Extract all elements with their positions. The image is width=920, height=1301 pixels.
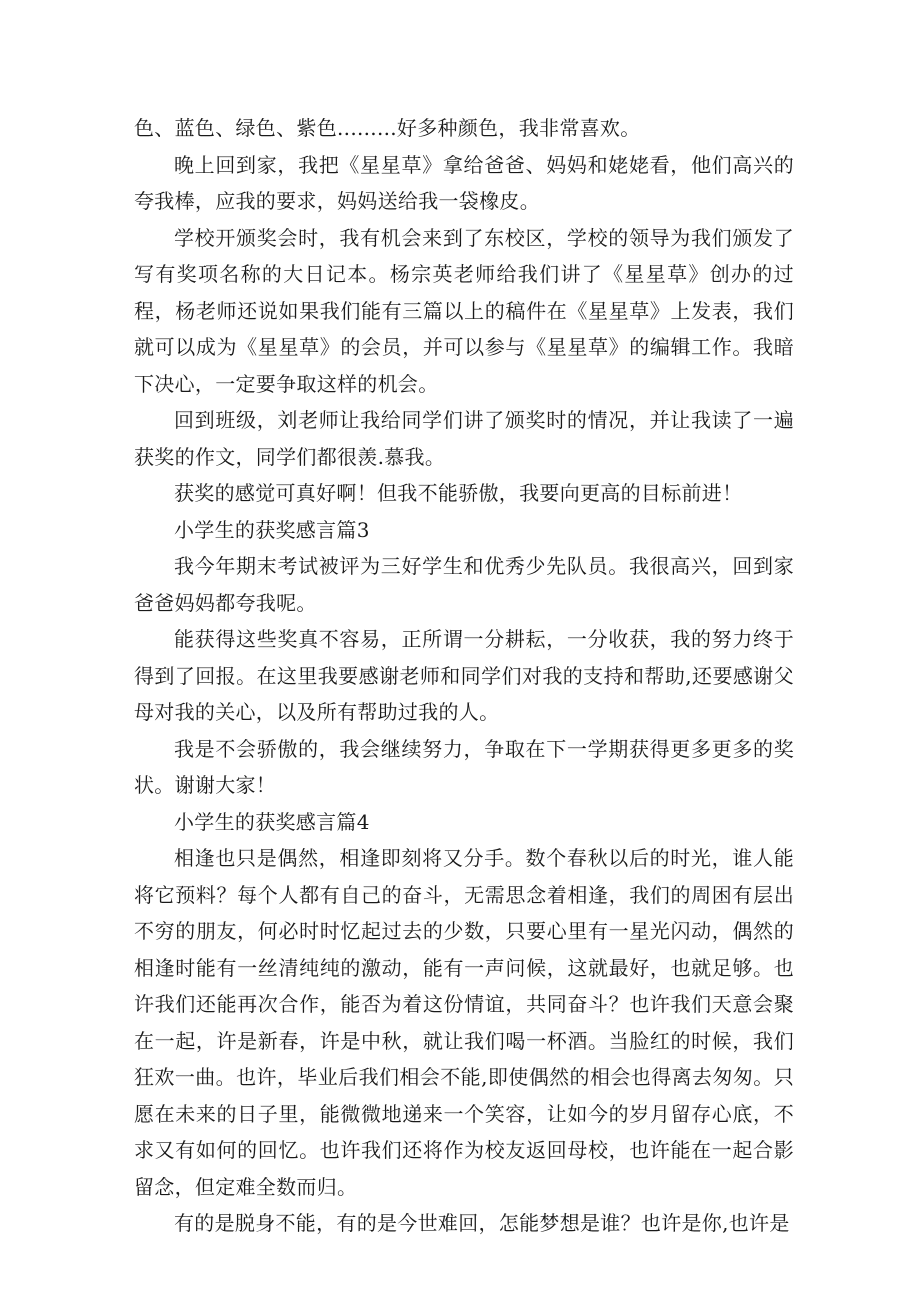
paragraph: 获奖的感觉可真好啊！但我不能骄傲，我要向更高的目标前进！	[174, 481, 743, 505]
paragraph: 我是不会骄傲的，我会继续努力，争取在下一学期获得更多更多的奖状。谢谢大家！	[134, 736, 794, 797]
document-body	[134, 110, 794, 1242]
paragraph: 有的是脱身不能，有的是今世难回，怎能梦想是谁？也许是你,也许是	[174, 1211, 790, 1235]
paragraph: 相逢也只是偶然，相逢即刻将又分手。数个春秋以后的时光，谁人能将它预料？每个人都有自己的奋斗，无需思念着相逢，我们的周困有层出不穷的朋友，何必时时忆起过去的少数，只要心里有一星光闪动，偶然的相逢时能有一丝清纯纯的激动，能有一声问候，这就最好，也就足够。也许我们还能再次合作，能否为着这份情谊，共同奋斗？也许我们天意会聚在一起，许是新春，许是中秋，就让我们喝一杯酒。当脸红的时候，我们狂欢一曲。也许，毕业后我们相会不能,即使偶然的相会也得离去匆匆。只愿在未来的日子里，能微微地递来一个笑容，让如今的岁月留存心底，不求又有如何的回忆。也许我们还将作为校友返回母校，也许能在一起合影留念，但定难全数而归。	[134, 846, 794, 1199]
paragraph: 能获得这些奖真不容易，正所谓一分耕耘，一分收获，我的努力终于得到了回报。在这里我要感谢老师和同学们对我的支持和帮助,还要感谢父母对我的关心，以及所有帮助过我的人。	[134, 627, 794, 724]
paragraph: 回到班级，刘老师让我给同学们讲了颁奖时的情况，并让我读了一遍获奖的作文，同学们都很羡.慕我。	[134, 408, 794, 469]
section-heading: 小学生的获奖感言篇4	[174, 809, 370, 834]
paragraph: 学校开颁奖会时，我有机会来到了东校区，学校的领导为我们颁发了写有奖项名称的大日记本。杨宗英老师给我们讲了《星星草》创办的过程，杨老师还说如果我们能有三篇以上的稿件在《星星草》上发表，我们就可以成为《星星草》的会员，并可以参与《星星草》的编辑工作。我暗下决心，一定要争取这样的机会。	[134, 225, 794, 396]
paragraph: 我今年期末考试被评为三好学生和优秀少先队员。我很高兴，回到家爸爸妈妈都夸我呢。	[134, 554, 794, 615]
section-heading: 小学生的获奖感言篇3	[174, 517, 370, 542]
paragraph-continuation: 色、蓝色、绿色、紫色.........好多种颜色，我非常喜欢。	[134, 116, 641, 140]
paragraph: 晚上回到家，我把《星星草》拿给爸爸、妈妈和姥姥看，他们高兴的夸我棒，应我的要求，妈妈送给我一袋橡皮。	[134, 152, 794, 213]
